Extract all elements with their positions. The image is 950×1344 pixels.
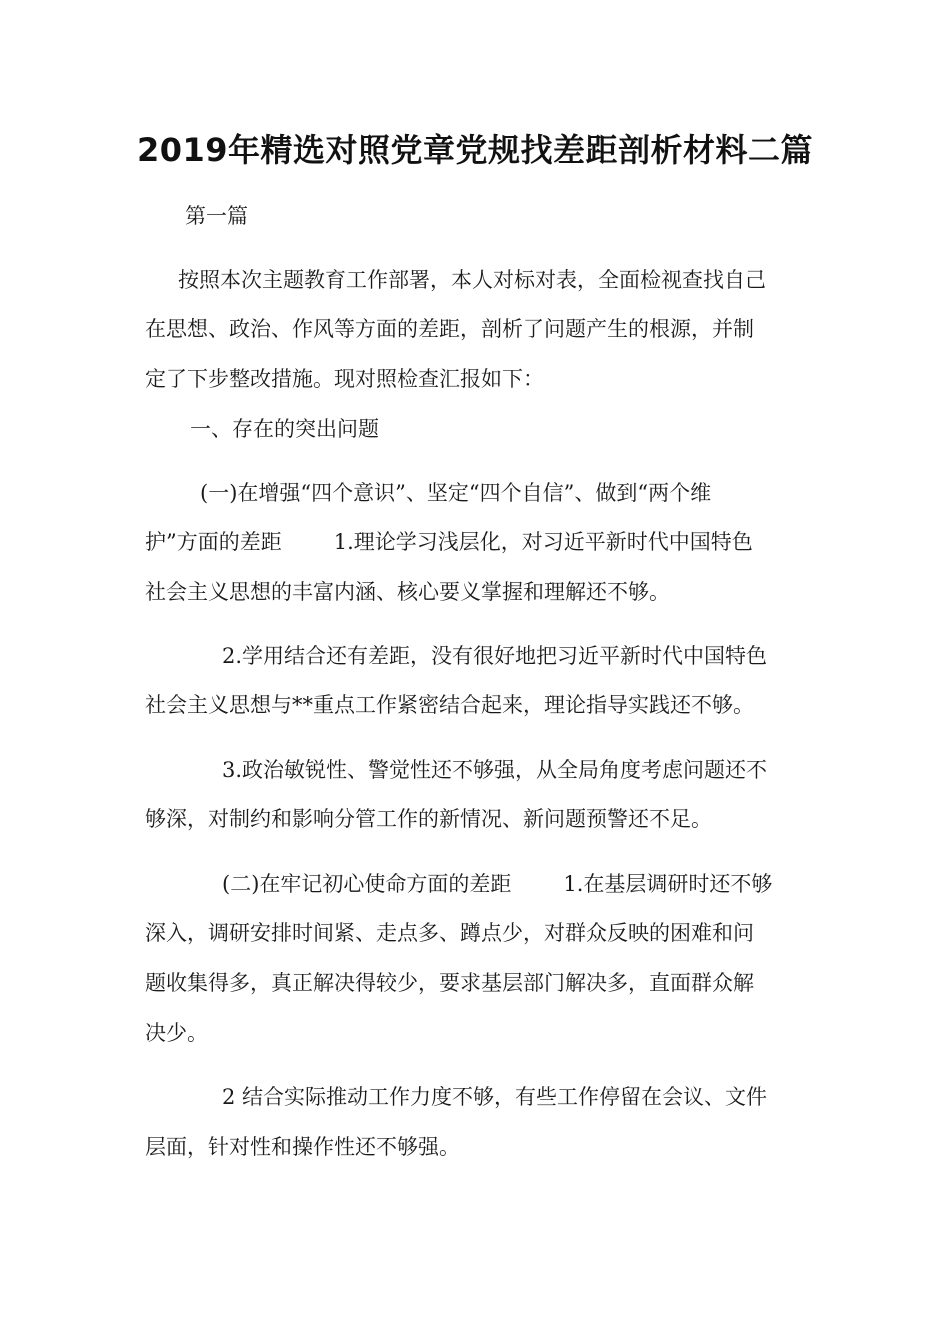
intro-line-2: 在思想、政治、作风等方面的差距，剖析了问题产生的根源，并制 [145,317,754,341]
part-1-item-1-start: 1.理论学习浅层化，对习近平新时代中国特色 [333,530,753,554]
section-heading: 一、存在的突出问题 [190,417,379,441]
intro-line-1: 按照本次主题教育工作部署，本人对标对表，全面检视查找自己 [178,268,766,292]
part-2-line-4: 决少。 [145,1021,208,1045]
item-2b-line-2: 层面，针对性和操作性还不够强。 [145,1135,460,1159]
part-2-line-2: 深入，调研安排时间紧、走点多、蹲点少，对群众反映的困难和问 [145,921,754,945]
section-label: 第一篇 [185,204,248,228]
part-2-heading: (二)在牢记初心使命方面的差距 [222,872,512,896]
part-2-item-1-start: 1.在基层调研时还不够 [563,872,773,896]
item-2-line-2: 社会主义思想与**重点工作紧密结合起来，理论指导实践还不够。 [145,693,754,717]
item-3-line-1: 3.政治敏锐性、警觉性还不够强，从全局角度考虑问题还不 [222,758,768,782]
part-1-line-2 [145,527,753,557]
document-title: 2019年精选对照党章党规找差距剖析材料二篇 [136,131,814,169]
item-3-line-2: 够深，对制约和影响分管工作的新情况、新问题预警还不足。 [145,807,712,831]
item-2-line-1: 2.学用结合还有差距，没有很好地把习近平新时代中国特色 [222,644,768,668]
part-2-line-3: 题收集得多，真正解决得较少，要求基层部门解决多，直面群众解 [145,971,754,995]
item-2b-line-1: 2 结合实际推动工作力度不够，有些工作停留在会议、文件 [222,1085,768,1109]
intro-line-3: 定了下步整改措施。现对照检查汇报如下： [145,367,544,391]
part-1-line-1: (一)在增强“四个意识”、坚定“四个自信”、做到“两个维 [200,481,712,505]
part-2-line-1 [222,869,772,899]
part-1-line-3: 社会主义思想的丰富内涵、核心要义掌握和理解还不够。 [145,580,670,604]
part-1-heading-tail: 护”方面的差距 [145,530,282,554]
